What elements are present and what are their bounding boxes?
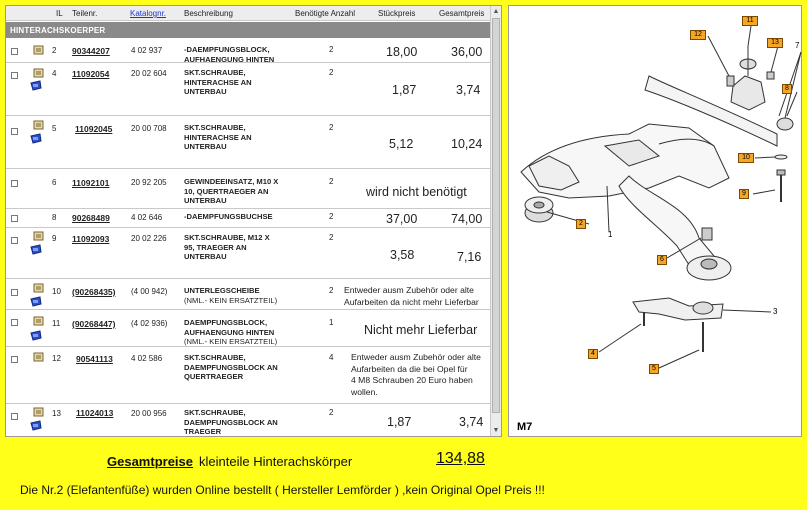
row-il: 12 — [52, 354, 61, 363]
cart-icon[interactable] — [30, 330, 42, 341]
quantity: 4 — [329, 353, 334, 362]
document-icon[interactable] — [33, 352, 44, 362]
row-il: 9 — [52, 234, 57, 243]
part-description: UNTERLEGSCHEIBE (NML.- KEIN ERSATZTEIL) — [184, 286, 278, 305]
group-header: HINTERACHSKOERPER — [6, 22, 491, 38]
table-row — [6, 63, 491, 116]
callout-12[interactable]: 12 — [690, 30, 706, 40]
cart-icon[interactable] — [30, 296, 42, 307]
table-row — [6, 279, 491, 310]
table-row — [6, 116, 491, 169]
catalog-number: 20 92 205 — [131, 178, 167, 187]
document-icon[interactable] — [33, 120, 44, 130]
document-icon[interactable] — [33, 231, 44, 241]
row-checkbox[interactable] — [11, 237, 18, 244]
part-description: SKT.SCHRAUBE, DAEMPFUNGSBLOCK AN QUERTRAEGER — [184, 353, 278, 382]
total-price: 3,74 — [459, 415, 484, 429]
total-value: 134,88 — [436, 450, 485, 467]
table-row — [6, 228, 491, 279]
cart-icon[interactable] — [30, 80, 42, 91]
part-number-link[interactable]: 11024013 — [76, 408, 114, 418]
table-row — [6, 310, 491, 347]
part-number-link[interactable]: (90268435) — [72, 287, 116, 297]
column-header — [6, 6, 491, 21]
col-gesamtpreis[interactable]: Gesamtpreis — [439, 9, 485, 18]
cart-icon[interactable] — [30, 133, 42, 144]
diagram-label: M7 — [517, 421, 533, 433]
summary-area — [0, 440, 807, 510]
row-checkbox[interactable] — [11, 319, 18, 326]
row-checkbox[interactable] — [11, 215, 18, 222]
part-number-link[interactable]: 11092101 — [72, 178, 110, 188]
catalog-number: 4 02 646 — [131, 213, 163, 222]
row-checkbox[interactable] — [11, 289, 18, 296]
part-description: SKT.SCHRAUBE, HINTERACHSE AN UNTERBAU — [184, 68, 252, 97]
handwritten-note: Entweder ausm Zubehör oder alte Aufarbeiten da nicht mehr Lieferbar — [344, 285, 479, 307]
handwritten-note: Nicht mehr Lieferbar — [364, 323, 478, 337]
callout-5[interactable]: 5 — [649, 364, 659, 374]
callout-8[interactable]: 8 — [782, 84, 792, 94]
document-icon[interactable] — [33, 45, 44, 55]
part-number-link[interactable]: 90268489 — [72, 213, 110, 223]
catalog-number: 20 00 956 — [131, 409, 167, 418]
part-description: -DAEMPFUNGSBUCHSE — [184, 212, 273, 221]
unit-price: 18,00 — [386, 45, 418, 59]
cart-icon[interactable] — [30, 420, 42, 431]
total-price: 7,16 — [457, 250, 482, 264]
part-description: DAEMPFUNGSBLOCK, AUFHAENGUNG HINTEN (NML.- KEIN ERSATZTEIL) — [184, 318, 278, 347]
part-description: -DAEMPFUNGSBLOCK, AUFHAENGUNG HINTEN — [184, 45, 275, 64]
handwritten-note: Entweder ausm Zubehör oder alte Aufarbeiten da die bei Opel für 4 M8 Schrauben 20 Euro haben wollen. — [351, 352, 481, 397]
quantity: 2 — [329, 123, 334, 132]
row-checkbox[interactable] — [11, 356, 18, 363]
col-anzahl[interactable]: Benötigte Anzahl — [295, 9, 356, 18]
total-price: 10,24 — [451, 137, 483, 151]
quantity: 2 — [329, 68, 334, 77]
row-il: 11 — [52, 319, 61, 328]
handwritten-note: wird nicht benötigt — [366, 185, 467, 199]
table-row — [6, 347, 491, 404]
total-description: kleinteile Hinterachskörper — [199, 454, 353, 469]
unit-price: 1,87 — [392, 83, 417, 97]
document-icon[interactable] — [33, 407, 44, 417]
row-checkbox[interactable] — [11, 180, 18, 187]
unit-price: 3,58 — [390, 248, 415, 262]
table-row — [6, 39, 491, 63]
exploded-view-diagram — [508, 5, 802, 437]
quantity: 2 — [329, 286, 334, 295]
total-label: Gesamtpreise — [107, 454, 193, 469]
callout-9[interactable]: 9 — [739, 189, 749, 199]
scroll-down-icon[interactable]: ▼ — [492, 427, 500, 434]
order-note: Die Nr.2 (Elefantenfüße) wurden Online bestellt ( Hersteller Lemförder ) ,kein Original Opel Preis !!! — [20, 483, 545, 497]
row-checkbox[interactable] — [11, 72, 18, 79]
scrollbar-thumb[interactable] — [492, 18, 500, 413]
part-number-link[interactable]: 11092054 — [72, 69, 110, 79]
part-description: GEWINDEEINSATZ, M10 X 10, QUERTRAEGER AN UNTERBAU — [184, 177, 279, 206]
row-checkbox[interactable] — [11, 128, 18, 135]
unit-price: 1,87 — [387, 415, 412, 429]
catalog-number: 4 02 586 — [131, 354, 163, 363]
col-beschreibung[interactable]: Beschreibung — [184, 9, 233, 18]
document-icon[interactable] — [33, 283, 44, 293]
table-row — [6, 404, 491, 437]
callout-6[interactable]: 6 — [657, 255, 667, 265]
row-il: 5 — [52, 124, 57, 133]
row-checkbox[interactable] — [11, 413, 18, 420]
quantity: 2 — [329, 177, 334, 186]
col-katalognr[interactable]: Katalognr. — [130, 9, 167, 18]
callout-2[interactable]: 2 — [576, 219, 586, 229]
cart-icon[interactable] — [30, 244, 42, 255]
part-description: SKT.SCHRAUBE, HINTERACHSE AN UNTERBAU — [184, 123, 252, 152]
part-description: SKT.SCHRAUBE, DAEMPFUNGSBLOCK AN TRAEGER — [184, 408, 278, 437]
part-description: SKT.SCHRAUBE, M12 X 95, TRAEGER AN UNTERBAU — [184, 233, 270, 262]
row-checkbox[interactable] — [11, 48, 18, 55]
document-icon[interactable] — [33, 316, 44, 326]
callout-13[interactable]: 13 — [767, 38, 783, 48]
row-il: 10 — [52, 287, 61, 296]
quantity: 2 — [329, 45, 334, 54]
callout-1[interactable]: 1 — [608, 230, 613, 239]
col-stueckpreis[interactable]: Stückpreis — [378, 9, 416, 18]
part-number-link[interactable]: 90541113 — [76, 354, 113, 364]
part-number-link[interactable]: 11092093 — [72, 234, 110, 244]
quantity: 2 — [329, 408, 334, 417]
part-number-link[interactable]: 90344207 — [72, 46, 110, 56]
quantity: 2 — [329, 212, 334, 221]
row-il: 4 — [52, 69, 57, 78]
callout-7[interactable]: 7 — [795, 41, 800, 50]
row-il: 6 — [52, 178, 57, 187]
callout-3[interactable]: 3 — [773, 307, 778, 316]
catalog-number: 20 02 226 — [131, 234, 167, 243]
part-number-link[interactable]: (90268447) — [72, 319, 116, 329]
row-il: 2 — [52, 46, 57, 55]
row-il: 13 — [52, 409, 61, 418]
document-icon[interactable] — [33, 68, 44, 78]
vertical-scrollbar[interactable] — [490, 6, 501, 436]
total-price: 36,00 — [451, 45, 483, 59]
catalog-number: 4 02 937 — [131, 46, 163, 55]
catalog-number: 20 00 708 — [131, 124, 167, 133]
table-row — [6, 169, 491, 209]
total-price: 74,00 — [451, 212, 483, 226]
catalog-number: 20 02 604 — [131, 69, 167, 78]
quantity: 1 — [329, 318, 334, 327]
quantity: 2 — [329, 233, 334, 242]
unit-price: 5,12 — [389, 137, 414, 151]
col-teilenr[interactable]: Teilenr. — [72, 9, 98, 18]
col-il[interactable]: IL — [56, 9, 63, 18]
scroll-up-icon[interactable]: ▲ — [492, 8, 500, 15]
table-row — [6, 209, 491, 228]
parts-list-panel — [5, 5, 502, 437]
row-il: 8 — [52, 213, 57, 222]
catalog-number: (4 02 936) — [131, 319, 168, 328]
unit-price: 37,00 — [386, 212, 418, 226]
part-number-link[interactable]: 11092045 — [75, 124, 113, 134]
callout-4[interactable]: 4 — [588, 349, 598, 359]
callout-11[interactable]: 11 — [742, 16, 758, 26]
callout-10[interactable]: 10 — [738, 153, 754, 163]
total-price: 3,74 — [456, 83, 481, 97]
catalog-number: (4 00 942) — [131, 287, 168, 296]
